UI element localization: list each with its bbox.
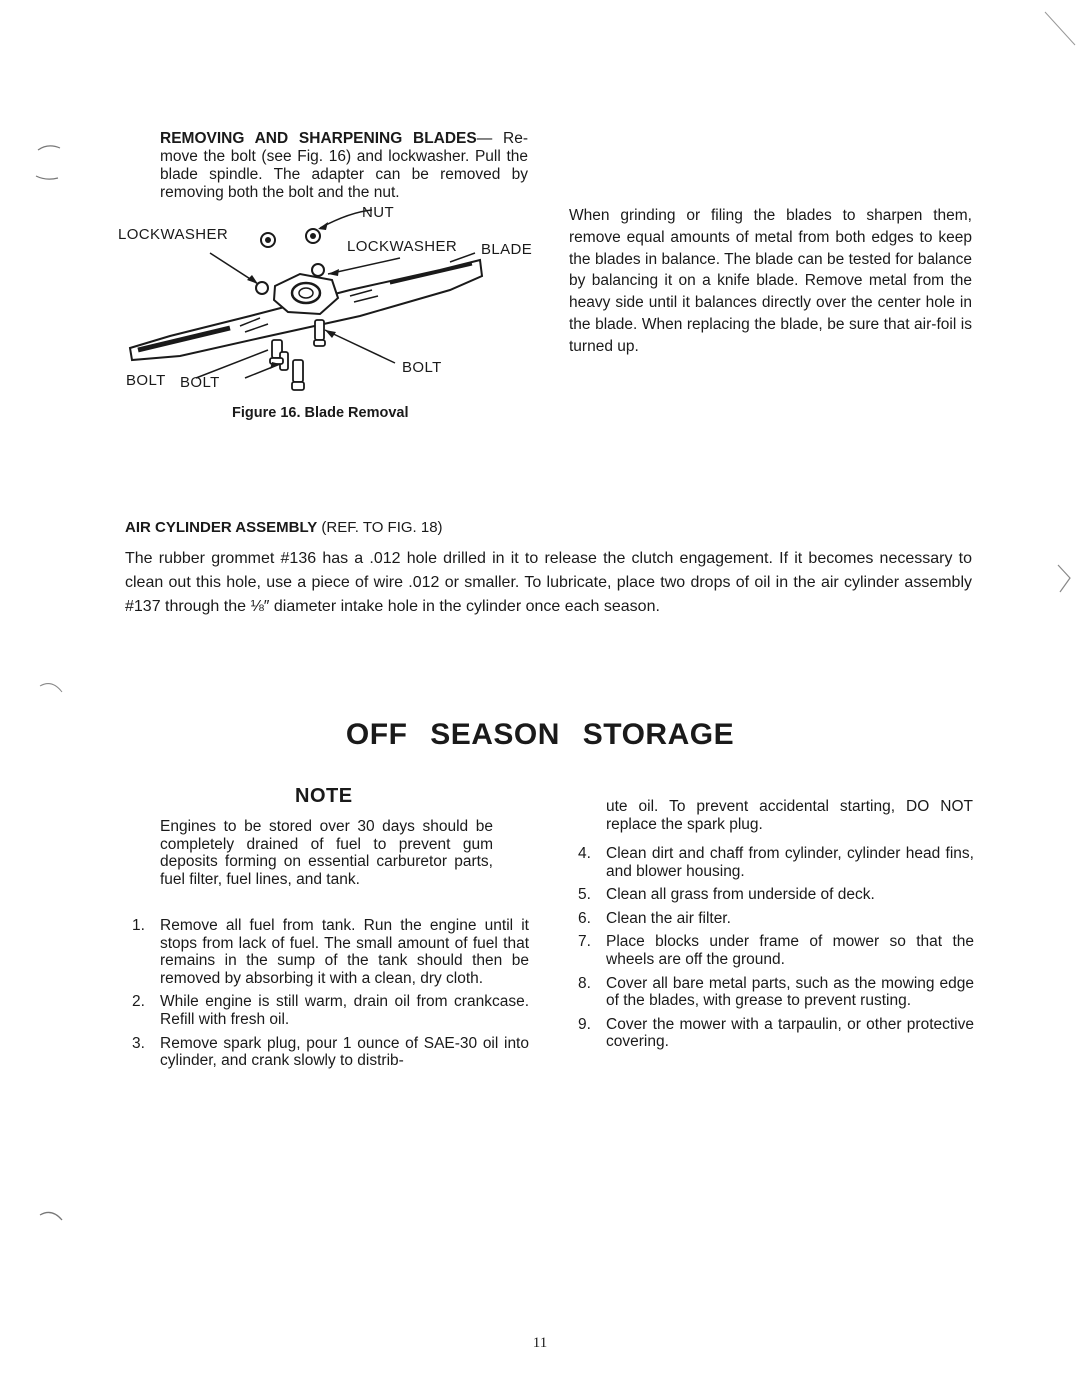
list-item xyxy=(578,910,974,928)
step-text: Remove all fuel from tank. Run the engine until it stops from lack of fuel. The small amount of fuel that remains in the sump of the tank should then be removed by absorbing it with a clean, dry cloth. xyxy=(160,917,529,987)
note-heading: NOTE xyxy=(295,785,353,807)
label-lockwasher-right: LOCKWASHER xyxy=(347,238,458,255)
figure-caption: Figure 16. Blade Removal xyxy=(232,405,409,421)
label-lockwasher-left: LOCKWASHER xyxy=(118,226,229,243)
step-number: 3. xyxy=(132,1034,145,1052)
label-nut: NUT xyxy=(362,204,395,221)
step-text: Place blocks under frame of mower so that the wheels are off the ground. xyxy=(606,933,974,968)
figure-blade-removal xyxy=(110,198,550,420)
step-text: Clean the air filter. xyxy=(606,909,731,927)
step-number: 5. xyxy=(578,886,591,904)
step-text: Clean all grass from underside of deck. xyxy=(606,886,875,904)
label-blade: BLADE xyxy=(481,241,533,258)
label-bolt-right: BOLT xyxy=(402,359,442,376)
step-number: 2. xyxy=(132,993,145,1011)
list-item xyxy=(578,886,974,904)
air-cylinder-heading xyxy=(125,519,443,536)
step-text: While engine is still warm, drain oil from crankcase. Refill with fresh oil. xyxy=(160,993,529,1028)
list-item xyxy=(578,1016,974,1051)
list-item xyxy=(578,975,974,1010)
list-item xyxy=(578,933,974,968)
blade-removal-heading: REMOVING AND SHARPENING BLADES xyxy=(160,130,477,147)
storage-steps-left xyxy=(132,917,529,1076)
step-text: Cover all bare metal parts, such as the mowing edge of the blades, with grease to prevent rusting. xyxy=(606,974,974,1010)
air-cylinder-ref: (REF. TO FIG. 18) xyxy=(317,519,443,536)
label-bolt-left-2: BOLT xyxy=(180,374,220,391)
list-item xyxy=(578,845,974,880)
step3-continued: ute oil. To prevent accidental starting, DO NOT replace the spark plug. xyxy=(606,798,973,833)
step-text: Cover the mower with a tarpaulin, or other protective covering. xyxy=(606,1015,974,1051)
step-text: Remove spark plug, pour 1 ounce of SAE-30 oil into cylinder, and crank slowly to distrib- xyxy=(160,1034,529,1070)
step-text: Clean dirt and chaff from cylinder, cylinder head fins, and blower housing. xyxy=(606,845,974,880)
storage-steps-right xyxy=(578,845,974,1057)
blade-removal-text: — Remove the bolt (see Fig. 16) and lockwasher. Pull the blade spindle. The adapter can be removed by removing both the bolt and the nut. xyxy=(160,130,528,201)
label-bolt-left-1: BOLT xyxy=(126,372,166,389)
section-title: OFF SEASON STORAGE xyxy=(345,718,735,751)
step-number: 4. xyxy=(578,845,591,862)
page-number: 11 xyxy=(532,1335,548,1351)
air-cylinder-title: AIR CYLINDER ASSEMBLY xyxy=(125,519,318,536)
air-cylinder-text: The rubber grommet #136 has a .012 hole drilled in it to release the clutch engagement. If it becomes necessary to clean out this hole, use a piece of wire .012 or smaller. To lubricate, place two drops of oil in the air cylinder assembly #137 through the ⅛″ diameter intake hole in the cylinder once each season. xyxy=(125,550,972,616)
list-item xyxy=(132,1035,529,1070)
sharpening-text: When grinding or filing the blades to sharpen them, remove equal amounts of metal from both edges to keep the blades in balance. The blade can be tested for balance by balancing it on a knife blade. Remove metal from the heavy side until it balances directly over the center hole in the blade. When replacing the blade, be sure that air-foil is turned up. xyxy=(569,207,972,355)
step-number: 8. xyxy=(578,974,591,992)
blade-removal-intro xyxy=(160,130,528,202)
step-number: 9. xyxy=(578,1015,591,1033)
step-number: 1. xyxy=(132,917,145,934)
note-text: Engines to be stored over 30 days should be completely drained of fuel to prevent gum deposits forming on essential carburetor parts, fuel filter, fuel lines, and tank. xyxy=(160,818,493,888)
list-item xyxy=(132,917,529,987)
step-number: 7. xyxy=(578,933,591,951)
step-number: 6. xyxy=(578,909,591,927)
list-item xyxy=(132,993,529,1028)
